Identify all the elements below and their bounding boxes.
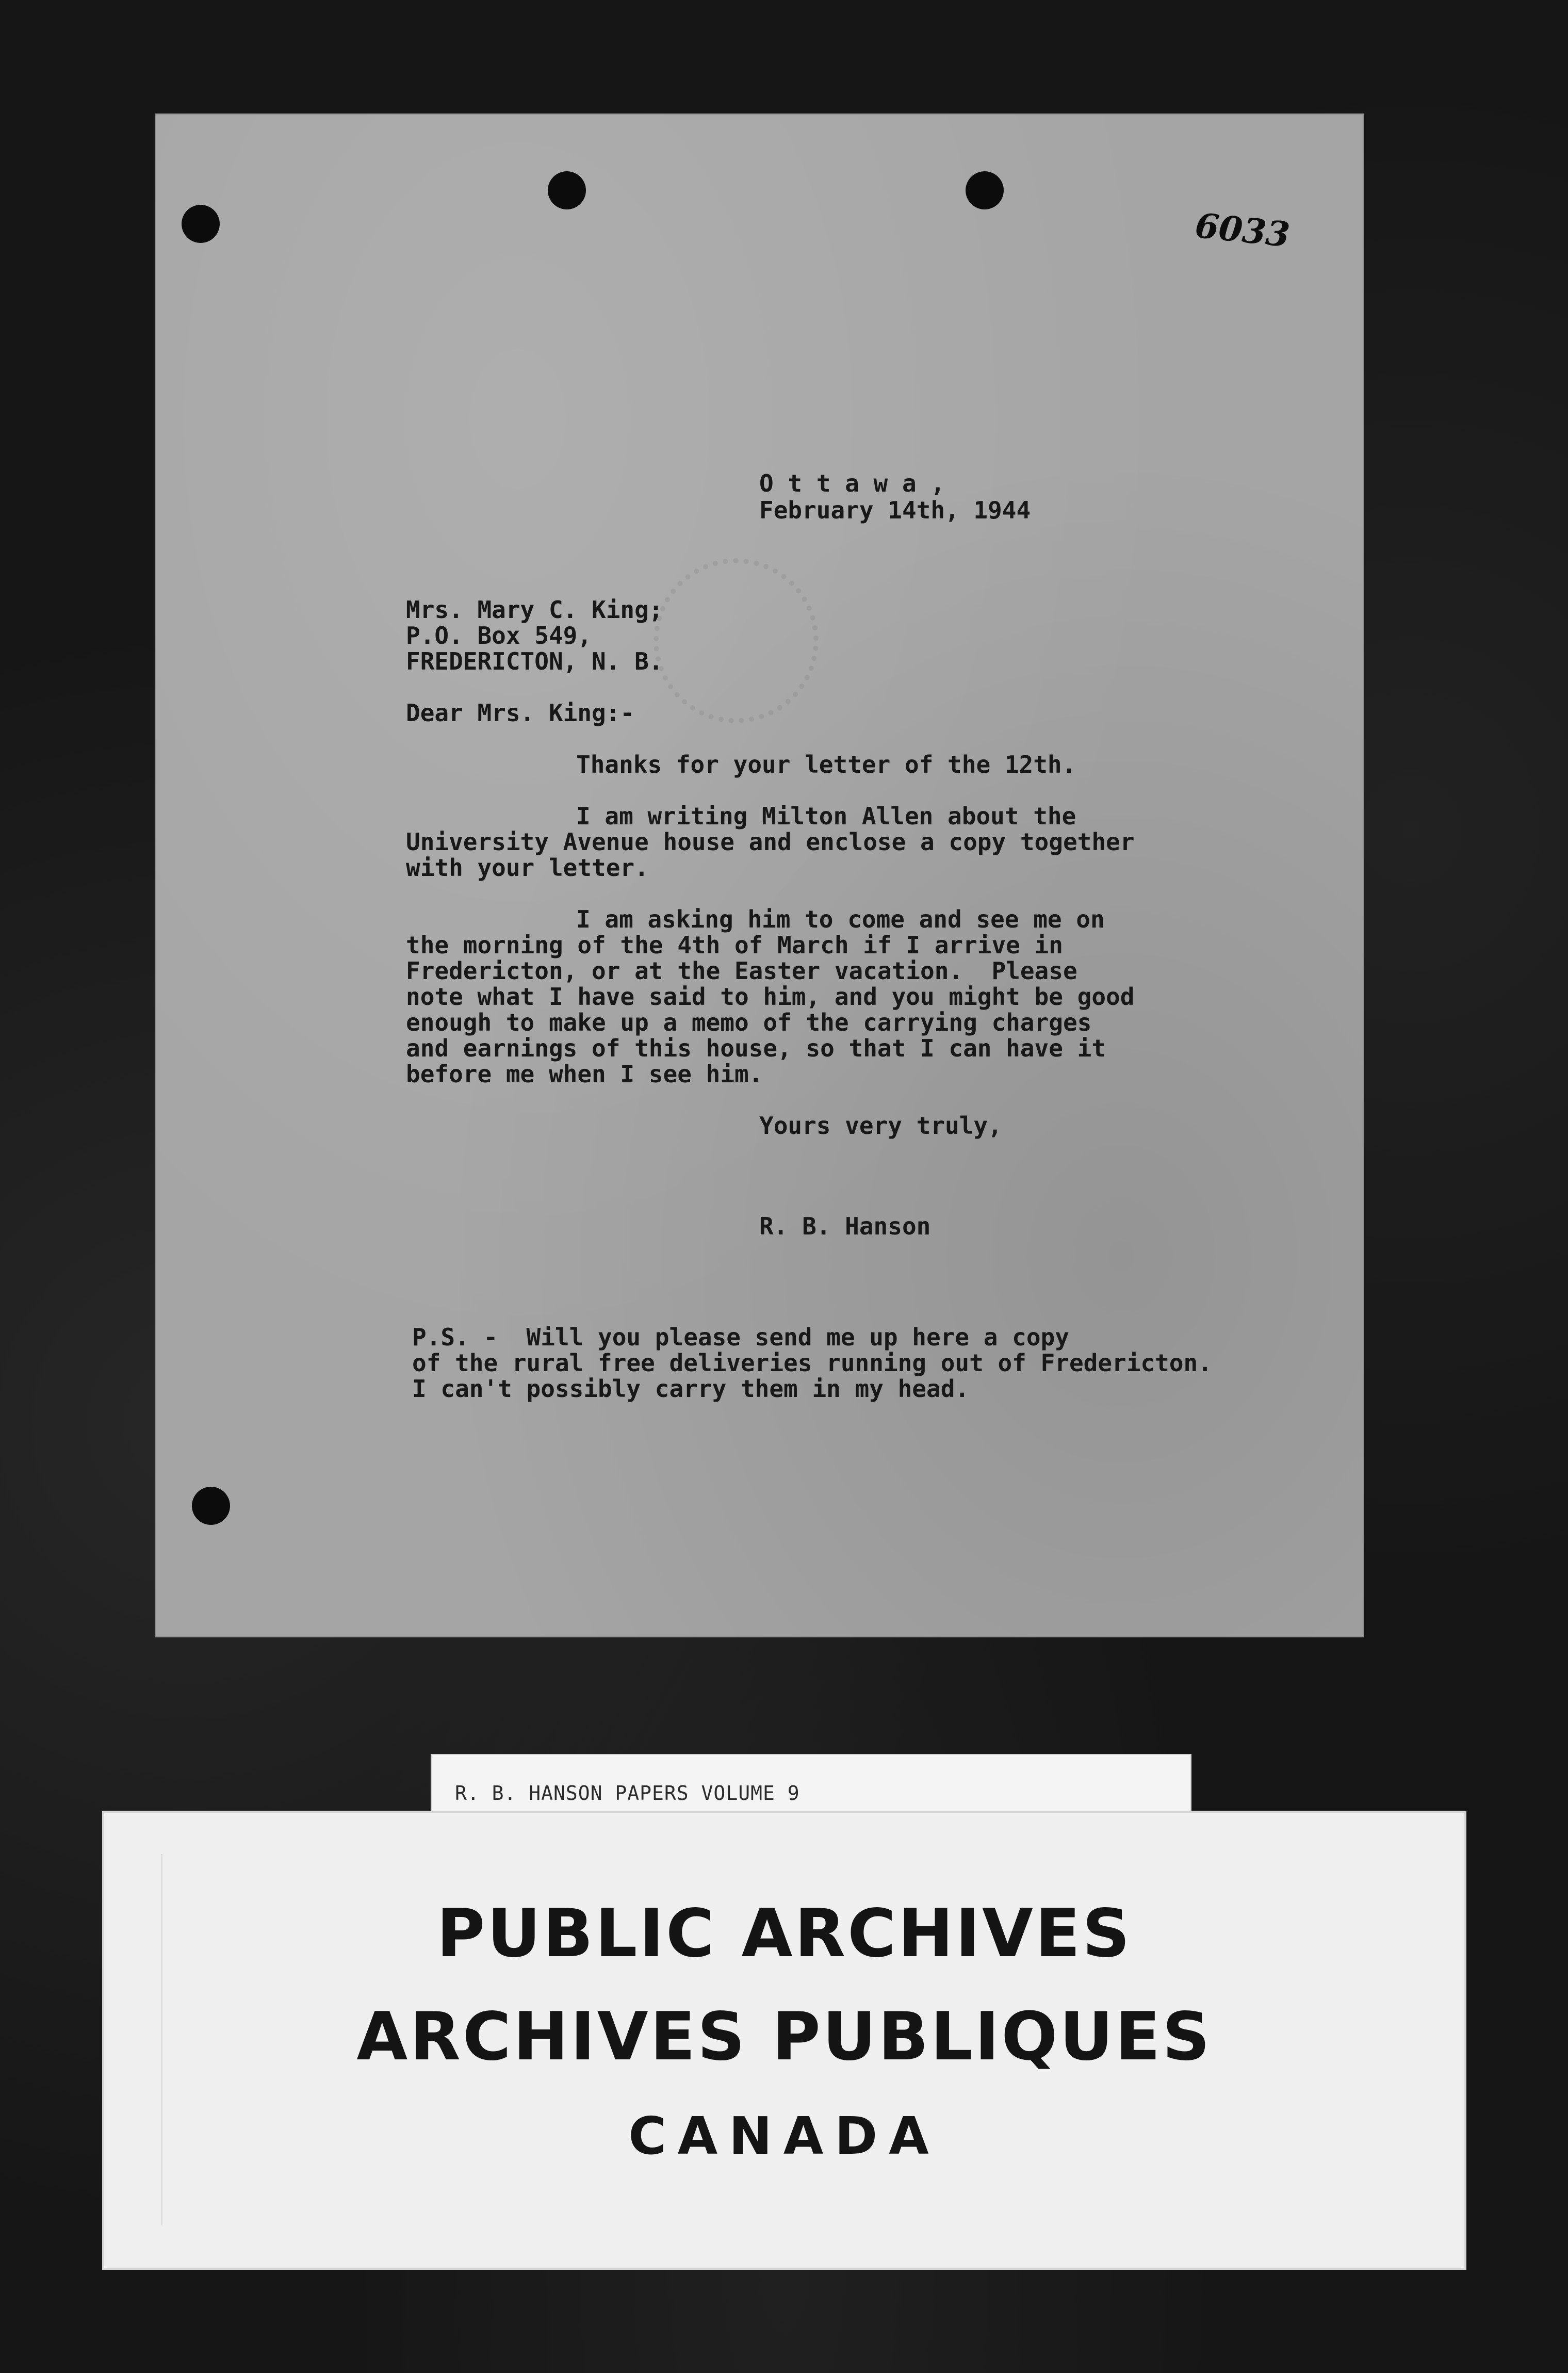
paragraph-2-line: I am writing Milton Allen about the [576, 802, 1076, 830]
letter-page [156, 115, 1363, 1636]
punch-hole-bottom-left [192, 1487, 230, 1525]
paragraph-2-line: University Avenue house and enclose a copy together [406, 828, 1135, 856]
archive-line-country: CANADA [628, 2106, 940, 2166]
volume-label-text: R. B. HANSON PAPERS VOLUME 9 [455, 1782, 800, 1805]
paragraph-3-line: the morning of the 4th of March if I arrive in [406, 931, 1063, 959]
faint-stamp-mark [654, 558, 819, 723]
postscript-line: P.S. - Will you please send me up here a copy [412, 1323, 1069, 1351]
salutation: Dear Mrs. King:- [406, 699, 635, 727]
paragraph-3-line: and earnings of this house, so that I can have it [406, 1034, 1106, 1062]
archive-card [102, 1811, 1466, 2270]
addressee-name: Mrs. Mary C. King; [406, 596, 663, 624]
punch-hole-top-center [548, 171, 586, 209]
paragraph-3-line: note what I have said to him, and you might be good [406, 983, 1135, 1011]
closing: Yours very truly, [759, 1112, 1002, 1140]
punch-hole-top-left [182, 205, 220, 243]
letter-place: O t t a w a , [759, 469, 945, 497]
paragraph-3-line: enough to make up a memo of the carrying charges [406, 1009, 1092, 1036]
paragraph-2-line: with your letter. [406, 854, 649, 882]
postscript-line: I can't possibly carry them in my head. [412, 1375, 970, 1403]
addressee-city: FREDERICTON, N. B. [406, 647, 663, 675]
paragraph-3-line: Fredericton, or at the Easter vacation. Please [406, 957, 1077, 985]
letter-date: February 14th, 1944 [759, 496, 1031, 524]
signature: R. B. Hanson [759, 1212, 931, 1240]
paragraph-3-line: before me when I see him. [406, 1060, 763, 1088]
paragraph-1: Thanks for your letter of the 12th. [576, 751, 1076, 778]
postscript-line: of the rural free deliveries running out of Fredericton. [412, 1349, 1212, 1377]
page-number: 6033 [1193, 205, 1292, 255]
addressee-box: P.O. Box 549, [406, 622, 592, 649]
archive-line-french: ARCHIVES PUBLIQUES [356, 1998, 1212, 2075]
volume-label [431, 1754, 1191, 1816]
punch-hole-top-right [966, 171, 1004, 209]
archive-line-english: PUBLIC ARCHIVES [436, 1895, 1132, 1972]
paragraph-3-line: I am asking him to come and see me on [576, 905, 1105, 933]
